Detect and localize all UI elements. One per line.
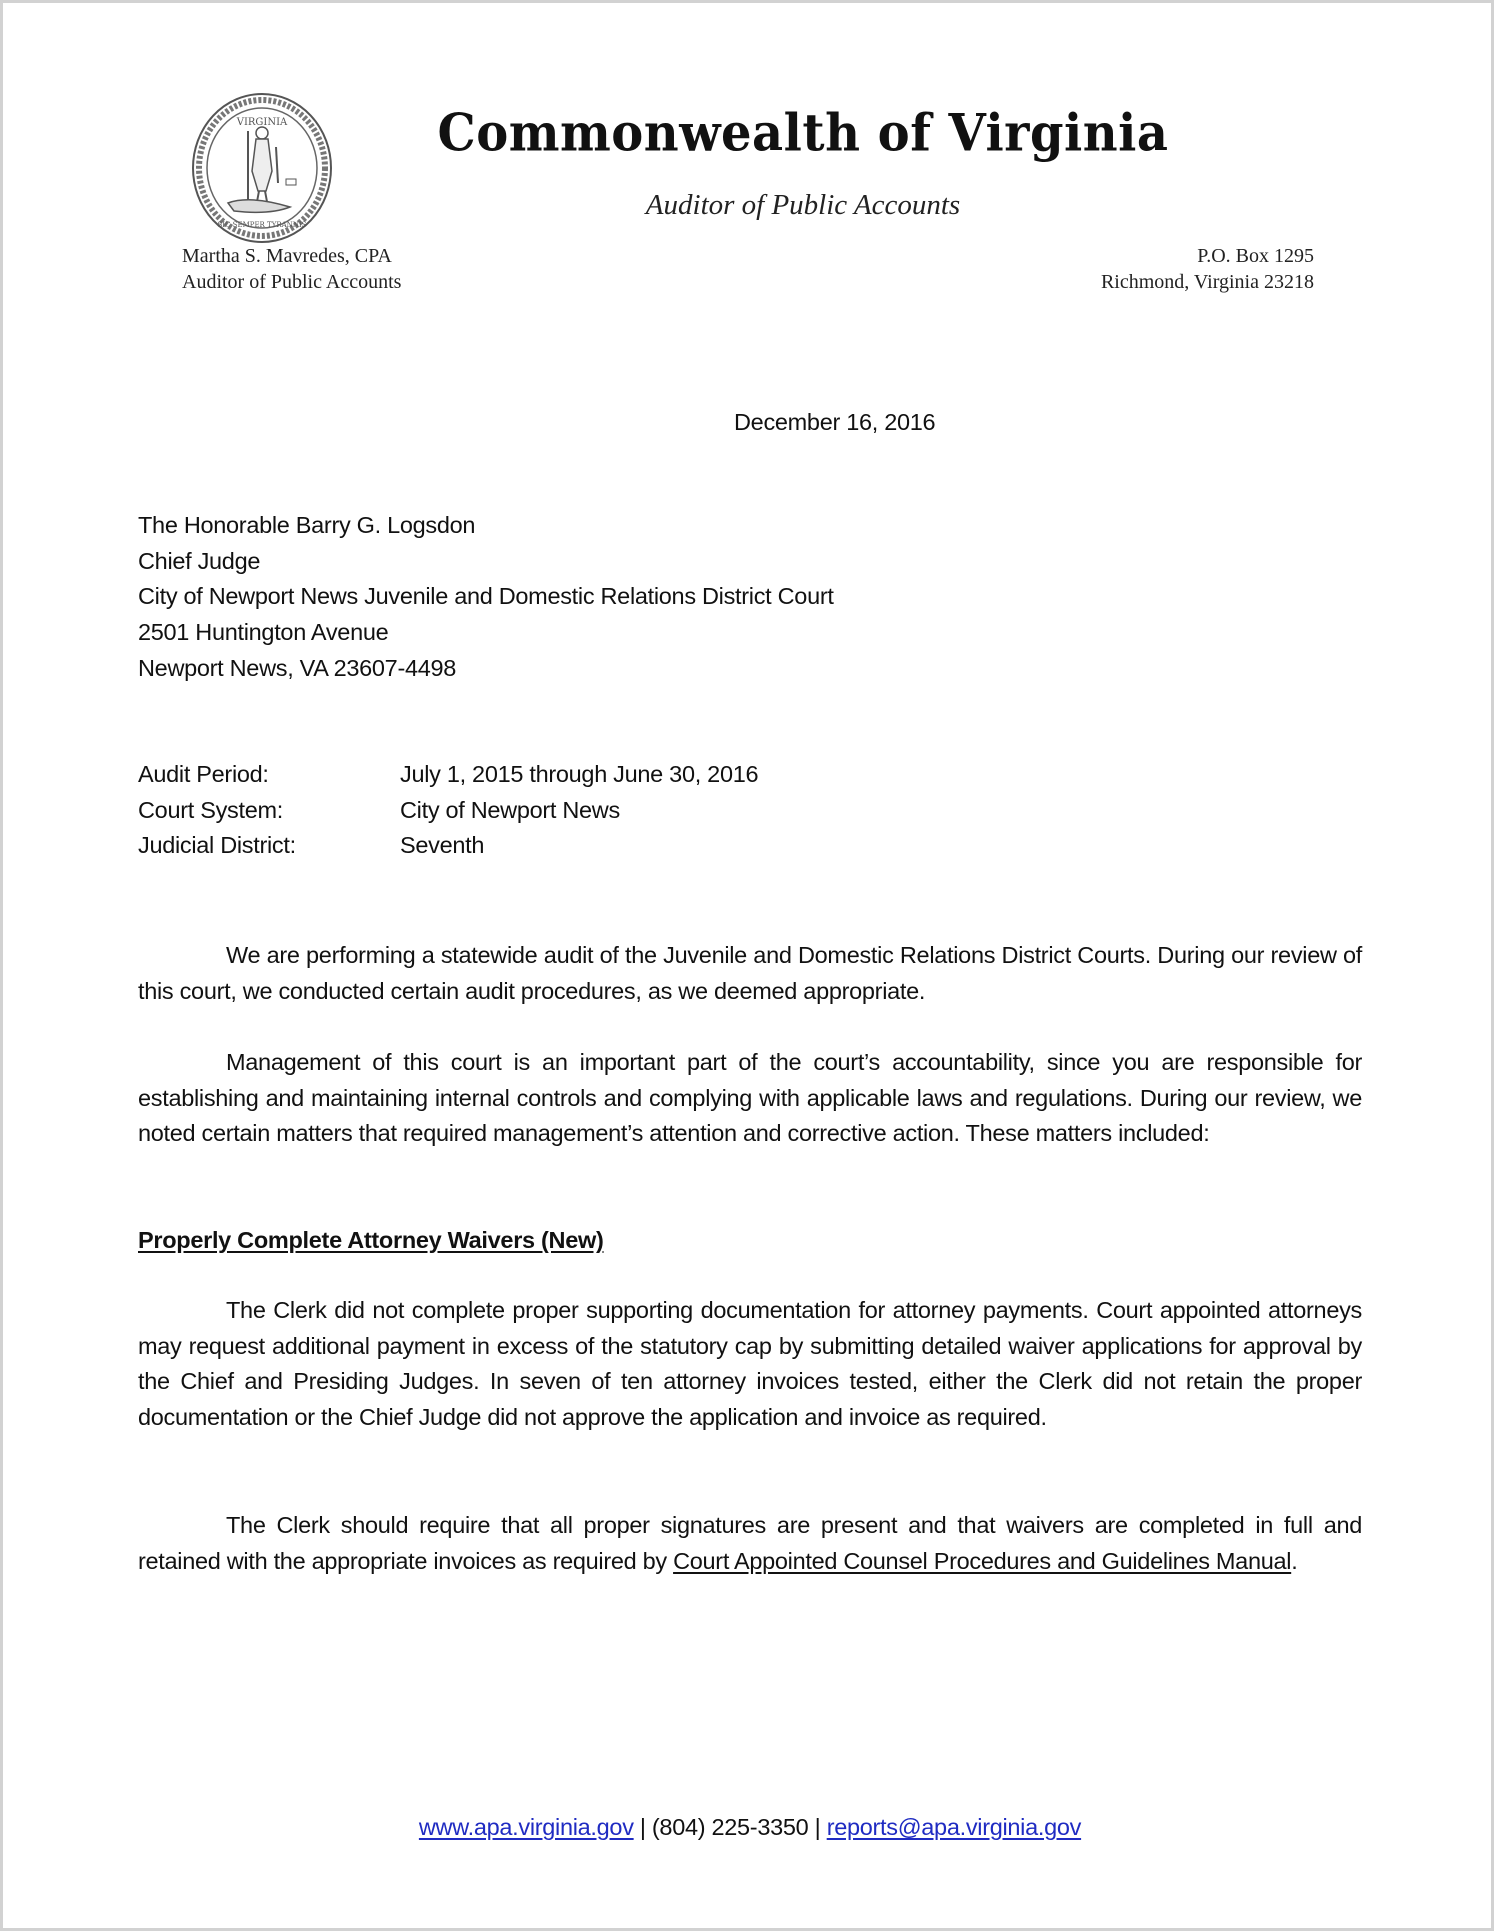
letterhead-subtitle: Auditor of Public Accounts: [645, 189, 961, 221]
recipient-line: City of Newport News Juvenile and Domestic Relations District Court: [138, 583, 834, 610]
audit-info-row: [138, 757, 758, 793]
svg-text:VIRGINIA: VIRGINIA: [236, 117, 288, 128]
recipient-line: Chief Judge: [138, 547, 261, 574]
audit-info-value: City of Newport News: [400, 796, 620, 823]
recipient-line: Newport News, VA 23607-4498: [138, 654, 457, 681]
auditor-name: Martha S. Mavredes, CPA: [182, 245, 392, 267]
audit-info-label: Judicial District:: [138, 832, 296, 859]
footer-phone: (804) 225-3350: [651, 1814, 809, 1840]
paragraph-recommendation: [138, 1508, 1362, 1579]
footer-separator: |: [808, 1814, 827, 1840]
letterhead-title: Commonwealth of Virginia: [437, 103, 1169, 164]
recipient-line: 2501 Huntington Avenue: [138, 619, 389, 646]
audit-info-row: [138, 828, 758, 864]
footer: [3, 1809, 1494, 1845]
recommendation-end: .: [1291, 1547, 1298, 1574]
auditor-position: Auditor of Public Accounts: [182, 271, 402, 293]
audit-info-table: [138, 757, 758, 864]
auditor-info: [182, 243, 401, 295]
footer-separator: |: [633, 1814, 652, 1840]
website-link[interactable]: www.apa.virginia.gov: [418, 1814, 634, 1840]
finding-heading: Properly Complete Attorney Waivers (New): [138, 1227, 604, 1253]
address-line-1: P.O. Box 1295: [1197, 245, 1314, 267]
paragraph-intro: We are performing a statewide audit of the Juvenile and Domestic Relations District Courts. During our review of this court, we conducted certain audit procedures, as we deemed appropriate.: [138, 942, 1362, 1004]
manual-reference: Court Appointed Counsel Procedures and Guidelines Manual: [673, 1547, 1292, 1574]
audit-info-value: Seventh: [400, 832, 485, 859]
audit-info-label: Court System:: [138, 796, 283, 823]
paragraph-management: Management of this court is an important part of the court’s accountability, since you are responsible for establishing and maintaining internal controls and complying with applicable laws and regulations. During our review, we noted certain matters that required management’s attention and corrective action. These matters included:: [138, 1049, 1362, 1147]
recipient-block: [138, 508, 834, 687]
recommendation-text: The Clerk should require that all proper signatures are present and that waivers are completed in full and retained with the appropriate invoices as required by: [138, 1512, 1362, 1574]
letter-date: December 16, 2016: [734, 409, 936, 435]
email-link[interactable]: reports@apa.virginia.gov: [826, 1814, 1082, 1840]
address-line-2: Richmond, Virginia 23218: [1100, 271, 1314, 293]
audit-info-value: July 1, 2015 through June 30, 2016: [400, 761, 759, 787]
audit-info-row: [138, 793, 758, 829]
svg-text:SIC SEMPER TYRANNIS: SIC SEMPER TYRANNIS: [217, 221, 307, 229]
recipient-line: The Honorable Barry G. Logsdon: [138, 512, 476, 538]
paragraph-finding: The Clerk did not complete proper supporting documentation for attorney payments. Court appointed attorneys may request additional payment in excess of the statutory cap by submitting detailed waiver applications for approval by the Chief and Presiding Judges. In seven of ten attorney invoices tested, either the Clerk did not retain the proper documentation or the Chief Judge did not approve the application and invoice as required.: [138, 1297, 1362, 1431]
office-address: [1101, 243, 1314, 295]
audit-info-label: Audit Period:: [138, 761, 269, 787]
